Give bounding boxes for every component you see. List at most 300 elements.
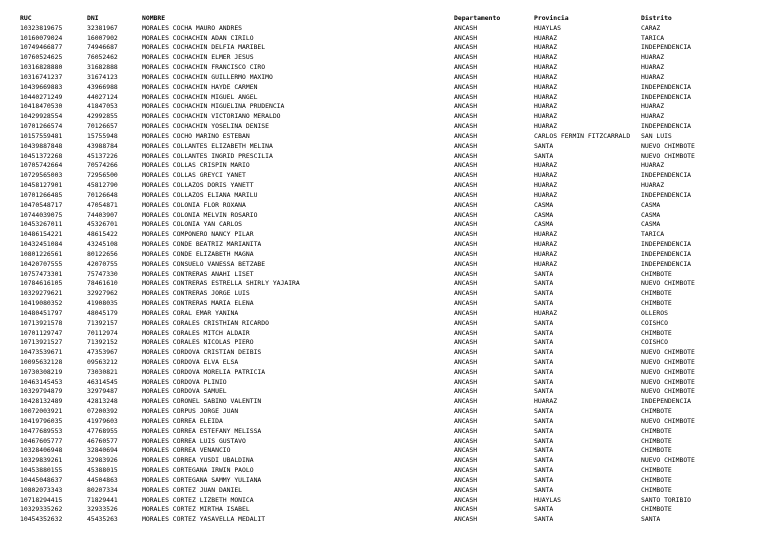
- cell-distrito: HUARAZ: [641, 102, 665, 111]
- cell-ruc: 10473539671: [20, 348, 63, 357]
- cell-provincia: HUARAZ: [534, 33, 558, 42]
- table-row: [20, 220, 751, 230]
- cell-distrito: CHIMBOTE: [641, 299, 672, 308]
- cell-ruc: 10467605777: [20, 436, 63, 445]
- cell-nombre: MORALES COCHACHIN ADAN CIRILO: [142, 33, 254, 42]
- table-row: [20, 102, 751, 112]
- cell-nombre: MORALES COLONIA YAN CARLOS: [142, 220, 243, 229]
- table-row: [20, 329, 751, 339]
- cell-departamento: ANCASH: [454, 240, 478, 249]
- table-row: [20, 24, 751, 34]
- cell-nombre: MORALES CONSUELO VANESSA BETZABE: [142, 259, 266, 268]
- data-table: [20, 14, 751, 525]
- cell-provincia: SANTA: [534, 151, 554, 160]
- table-row: [20, 368, 751, 378]
- cell-departamento: ANCASH: [454, 72, 478, 81]
- table-body: [20, 24, 751, 525]
- cell-dni: 43988784: [87, 141, 118, 150]
- cell-provincia: HUARAZ: [534, 249, 558, 258]
- cell-departamento: ANCASH: [454, 387, 478, 396]
- cell-nombre: MORALES COLLAZOS DORIS YANETT: [142, 181, 254, 190]
- header-distrito: Distrito: [641, 14, 672, 22]
- table-row: [20, 466, 751, 476]
- cell-departamento: ANCASH: [454, 43, 478, 52]
- cell-distrito: CASMA: [641, 220, 661, 229]
- cell-ruc: 10440271249: [20, 92, 63, 101]
- cell-departamento: ANCASH: [454, 82, 478, 91]
- cell-provincia: SANTA: [534, 141, 554, 150]
- cell-dni: 32840694: [87, 446, 118, 455]
- cell-ruc: 10713921578: [20, 318, 63, 327]
- cell-provincia: SANTA: [534, 456, 554, 465]
- table-row: [20, 319, 751, 329]
- table-row: [20, 122, 751, 132]
- cell-departamento: ANCASH: [454, 269, 478, 278]
- cell-departamento: ANCASH: [454, 259, 478, 268]
- cell-nombre: MORALES CONDE ELIZABETH MAGNA: [142, 249, 254, 258]
- cell-departamento: ANCASH: [454, 446, 478, 455]
- cell-nombre: MORALES CORREA ELEIDA: [142, 416, 223, 425]
- cell-nombre: MORALES CORTEZ MIRTHA ISABEL: [142, 505, 250, 514]
- header-provincia: Provincia: [534, 14, 569, 22]
- cell-distrito: CHIMBOTE: [641, 446, 672, 455]
- table-row: [20, 201, 751, 211]
- cell-ruc: 10705742664: [20, 161, 63, 170]
- header-departamento: Departamento: [454, 14, 501, 22]
- cell-provincia: HUARAZ: [534, 43, 558, 52]
- cell-nombre: MORALES COCHACHIN GUILLERMO MAXIMO: [142, 72, 273, 81]
- cell-nombre: MORALES CORAL EMAR YANINA: [142, 308, 239, 317]
- cell-dni: 44504863: [87, 475, 118, 484]
- cell-provincia: CASMA: [534, 220, 554, 229]
- cell-departamento: ANCASH: [454, 318, 478, 327]
- cell-departamento: ANCASH: [454, 279, 478, 288]
- cell-distrito: INDEPENDENCIA: [641, 122, 692, 131]
- cell-dni: 48045179: [87, 308, 118, 317]
- cell-dni: 43245108: [87, 240, 118, 249]
- table-row: [20, 486, 751, 496]
- cell-dni: 15755948: [87, 131, 118, 140]
- cell-provincia: HUARAZ: [534, 259, 558, 268]
- cell-provincia: HUARAZ: [534, 161, 558, 170]
- cell-ruc: 10477689553: [20, 426, 63, 435]
- cell-dni: 32983926: [87, 456, 118, 465]
- cell-provincia: HUAYLAS: [534, 495, 561, 504]
- cell-dni: 09563212: [87, 357, 118, 366]
- cell-dni: 45435263: [87, 515, 118, 524]
- cell-distrito: NUEVO CHIMBOTE: [641, 416, 695, 425]
- table-row: [20, 240, 751, 250]
- cell-provincia: SANTA: [534, 505, 554, 514]
- cell-departamento: ANCASH: [454, 416, 478, 425]
- cell-distrito: TARICA: [641, 230, 665, 239]
- cell-distrito: INDEPENDENCIA: [641, 92, 692, 101]
- cell-nombre: MORALES COCHACHIN MIGUEL ANGEL: [142, 92, 258, 101]
- cell-provincia: HUARAZ: [534, 190, 558, 199]
- table-row: [20, 378, 751, 388]
- table-row: [20, 260, 751, 270]
- cell-nombre: MORALES COLLANTES INGRID PRESCILIA: [142, 151, 273, 160]
- cell-departamento: ANCASH: [454, 357, 478, 366]
- cell-provincia: SANTA: [534, 416, 554, 425]
- cell-departamento: ANCASH: [454, 397, 478, 406]
- cell-ruc: 10454352632: [20, 515, 63, 524]
- table-row: [20, 250, 751, 260]
- cell-distrito: COISHCO: [641, 318, 668, 327]
- cell-ruc: 10316741237: [20, 72, 63, 81]
- cell-departamento: ANCASH: [454, 131, 478, 140]
- cell-departamento: ANCASH: [454, 328, 478, 337]
- cell-dni: 78461610: [87, 279, 118, 288]
- cell-departamento: ANCASH: [454, 299, 478, 308]
- cell-ruc: 10718294415: [20, 495, 63, 504]
- cell-dni: 73030821: [87, 367, 118, 376]
- table-row: [20, 358, 751, 368]
- table-header-row: [20, 14, 751, 24]
- cell-dni: 47768955: [87, 426, 118, 435]
- cell-nombre: MORALES CORREA LUIS GUSTAVO: [142, 436, 246, 445]
- table-row: [20, 230, 751, 240]
- cell-nombre: MORALES CONTRERAS MARIA ELENA: [142, 299, 254, 308]
- cell-provincia: SANTA: [534, 338, 554, 347]
- cell-departamento: ANCASH: [454, 141, 478, 150]
- cell-provincia: SANTA: [534, 328, 554, 337]
- cell-dni: 16007902: [87, 33, 118, 42]
- cell-nombre: MORALES CORALES CRISTHIAN RICARDO: [142, 318, 269, 327]
- cell-ruc: 10486154221: [20, 230, 63, 239]
- cell-departamento: ANCASH: [454, 23, 478, 32]
- cell-distrito: NUEVO CHIMBOTE: [641, 367, 695, 376]
- cell-nombre: MORALES CORREA YUSDI UBALDINA: [142, 456, 254, 465]
- table-row: [20, 505, 751, 515]
- cell-nombre: MORALES COLLAZOS ELIANA MARILU: [142, 190, 258, 199]
- cell-distrito: CHIMBOTE: [641, 475, 672, 484]
- cell-departamento: ANCASH: [454, 407, 478, 416]
- cell-provincia: CASMA: [534, 200, 554, 209]
- cell-nombre: MORALES CORTEGANA IRWIN PAOLO: [142, 466, 254, 475]
- cell-provincia: HUARAZ: [534, 240, 558, 249]
- cell-distrito: HUARAZ: [641, 72, 665, 81]
- cell-ruc: 10439887848: [20, 141, 63, 150]
- cell-nombre: MORALES CORONEL SABINO VALENTIN: [142, 397, 262, 406]
- cell-dni: 32979487: [87, 387, 118, 396]
- cell-distrito: HUARAZ: [641, 53, 665, 62]
- cell-nombre: MORALES CORTEZ YASAVELLA MEDALIT: [142, 515, 266, 524]
- cell-nombre: MORALES CONTRERAS JORGE LUIS: [142, 289, 250, 298]
- cell-distrito: INDEPENDENCIA: [641, 171, 692, 180]
- cell-nombre: MORALES COCHACHIN YOSELINA DENISE: [142, 122, 269, 131]
- cell-dni: 76052462: [87, 53, 118, 62]
- cell-departamento: ANCASH: [454, 475, 478, 484]
- cell-ruc: 10329335262: [20, 505, 63, 514]
- cell-dni: 71392157: [87, 318, 118, 327]
- cell-departamento: ANCASH: [454, 181, 478, 190]
- cell-nombre: MORALES CORDOVA PLINIO: [142, 377, 227, 386]
- cell-distrito: HUARAZ: [641, 181, 665, 190]
- cell-departamento: ANCASH: [454, 210, 478, 219]
- cell-departamento: ANCASH: [454, 151, 478, 160]
- cell-nombre: MORALES COLLAS CRISPIN MARIO: [142, 161, 250, 170]
- cell-distrito: OLLEROS: [641, 308, 668, 317]
- cell-provincia: HUARAZ: [534, 63, 558, 72]
- cell-dni: 47054871: [87, 200, 118, 209]
- cell-distrito: CHIMBOTE: [641, 289, 672, 298]
- cell-ruc: 10760524625: [20, 53, 63, 62]
- cell-departamento: ANCASH: [454, 112, 478, 121]
- cell-distrito: INDEPENDENCIA: [641, 190, 692, 199]
- cell-ruc: 10784616105: [20, 279, 63, 288]
- cell-provincia: SANTA: [534, 475, 554, 484]
- cell-distrito: CHIMBOTE: [641, 328, 672, 337]
- cell-nombre: MORALES COLLAS GREYCI YANET: [142, 171, 246, 180]
- cell-ruc: 10445048637: [20, 475, 63, 484]
- cell-distrito: NUEVO CHIMBOTE: [641, 456, 695, 465]
- cell-distrito: INDEPENDENCIA: [641, 82, 692, 91]
- cell-ruc: 10757473301: [20, 269, 63, 278]
- cell-nombre: MORALES COCHACHIN MIGUELINA PRUDENCIA: [142, 102, 285, 111]
- cell-provincia: SANTA: [534, 515, 554, 524]
- cell-dni: 72956500: [87, 171, 118, 180]
- cell-ruc: 10329794879: [20, 387, 63, 396]
- cell-provincia: SANTA: [534, 348, 554, 357]
- cell-provincia: HUARAZ: [534, 92, 558, 101]
- cell-distrito: NUEVO CHIMBOTE: [641, 151, 695, 160]
- cell-departamento: ANCASH: [454, 190, 478, 199]
- cell-ruc: 10463145453: [20, 377, 63, 386]
- cell-provincia: HUARAZ: [534, 397, 558, 406]
- cell-dni: 41979603: [87, 416, 118, 425]
- cell-distrito: HUARAZ: [641, 161, 665, 170]
- cell-nombre: MORALES CONTRERAS ANAHI LISET: [142, 269, 254, 278]
- cell-ruc: 10095632128: [20, 357, 63, 366]
- table-row: [20, 132, 751, 142]
- cell-ruc: 10329839261: [20, 456, 63, 465]
- cell-ruc: 10419080352: [20, 299, 63, 308]
- table-row: [20, 289, 751, 299]
- cell-departamento: ANCASH: [454, 249, 478, 258]
- cell-dni: 42992855: [87, 112, 118, 121]
- cell-departamento: ANCASH: [454, 338, 478, 347]
- cell-ruc: 10439669883: [20, 82, 63, 91]
- cell-dni: 74403907: [87, 210, 118, 219]
- cell-nombre: MORALES CORDOVA SAMUEL: [142, 387, 227, 396]
- table-row: [20, 181, 751, 191]
- table-row: [20, 191, 751, 201]
- cell-provincia: SANTA: [534, 357, 554, 366]
- cell-provincia: SANTA: [534, 446, 554, 455]
- cell-ruc: 10432451084: [20, 240, 63, 249]
- table-row: [20, 446, 751, 456]
- cell-departamento: ANCASH: [454, 515, 478, 524]
- cell-ruc: 10701266574: [20, 122, 63, 131]
- header-nombre: NOMBRE: [142, 14, 166, 22]
- cell-nombre: MORALES COLONIA MELVIN ROSARIO: [142, 210, 258, 219]
- cell-dni: 42070755: [87, 259, 118, 268]
- cell-nombre: MORALES CORTEZ LIZBETH MONICA: [142, 495, 254, 504]
- table-row: [20, 309, 751, 319]
- cell-dni: 41847053: [87, 102, 118, 111]
- cell-nombre: MORALES CORALES MITCH ALDAIR: [142, 328, 250, 337]
- table-row: [20, 83, 751, 93]
- cell-distrito: CHIMBOTE: [641, 505, 672, 514]
- cell-dni: 48615422: [87, 230, 118, 239]
- cell-dni: 70574266: [87, 161, 118, 170]
- cell-distrito: CHIMBOTE: [641, 436, 672, 445]
- cell-provincia: HUARAZ: [534, 102, 558, 111]
- cell-departamento: ANCASH: [454, 377, 478, 386]
- table-row: [20, 476, 751, 486]
- table-row: [20, 437, 751, 447]
- table-row: [20, 43, 751, 53]
- table-row: [20, 417, 751, 427]
- cell-distrito: TARICA: [641, 33, 665, 42]
- cell-departamento: ANCASH: [454, 171, 478, 180]
- cell-ruc: 10329279621: [20, 289, 63, 298]
- cell-ruc: 10744039075: [20, 210, 63, 219]
- cell-dni: 07200392: [87, 407, 118, 416]
- cell-nombre: MORALES COCHACHIN ELMER JESUS: [142, 53, 254, 62]
- cell-nombre: MORALES CORDOVA MORELIA PATRICIA: [142, 367, 266, 376]
- cell-ruc: 10458127901: [20, 181, 63, 190]
- cell-departamento: ANCASH: [454, 220, 478, 229]
- cell-nombre: MORALES COLLANTES ELIZABETH MELINA: [142, 141, 273, 150]
- table-row: [20, 112, 751, 122]
- cell-distrito: CHIMBOTE: [641, 466, 672, 475]
- table-row: [20, 161, 751, 171]
- cell-ruc: 10802073343: [20, 485, 63, 494]
- cell-dni: 70126648: [87, 190, 118, 199]
- cell-distrito: NUEVO CHIMBOTE: [641, 377, 695, 386]
- cell-dni: 70126657: [87, 122, 118, 131]
- cell-distrito: INDEPENDENCIA: [641, 240, 692, 249]
- cell-provincia: SANTA: [534, 436, 554, 445]
- cell-dni: 75747330: [87, 269, 118, 278]
- cell-ruc: 10749466877: [20, 43, 63, 52]
- cell-nombre: MORALES COCHACHIN DELFIA MARIBEL: [142, 43, 266, 52]
- cell-departamento: ANCASH: [454, 505, 478, 514]
- table-row: [20, 387, 751, 397]
- cell-provincia: HUARAZ: [534, 82, 558, 91]
- cell-departamento: ANCASH: [454, 200, 478, 209]
- cell-nombre: MORALES CORALES NICOLAS PIERO: [142, 338, 254, 347]
- table-row: [20, 299, 751, 309]
- cell-ruc: 10470548717: [20, 200, 63, 209]
- cell-provincia: SANTA: [534, 377, 554, 386]
- cell-dni: 43966988: [87, 82, 118, 91]
- table-row: [20, 279, 751, 289]
- cell-nombre: MORALES COLONIA FLOR ROXANA: [142, 200, 246, 209]
- cell-ruc: 10701266485: [20, 190, 63, 199]
- cell-provincia: SANTA: [534, 289, 554, 298]
- table-row: [20, 270, 751, 280]
- cell-nombre: MORALES COCHO MARINO ESTEBAN: [142, 131, 250, 140]
- cell-ruc: 10801226561: [20, 249, 63, 258]
- cell-nombre: MORALES CONTRERAS ESTRELLA SHIRLY YAJAIRA: [142, 279, 300, 288]
- cell-departamento: ANCASH: [454, 308, 478, 317]
- cell-distrito: NUEVO CHIMBOTE: [641, 387, 695, 396]
- cell-provincia: SANTA: [534, 407, 554, 416]
- table-row: [20, 456, 751, 466]
- cell-departamento: ANCASH: [454, 289, 478, 298]
- cell-provincia: SANTA: [534, 426, 554, 435]
- table-row: [20, 515, 751, 525]
- cell-provincia: HUARAZ: [534, 112, 558, 121]
- cell-distrito: CARAZ: [641, 23, 661, 32]
- cell-distrito: SANTO TORIBIO: [641, 495, 692, 504]
- cell-distrito: INDEPENDENCIA: [641, 43, 692, 52]
- cell-distrito: INDEPENDENCIA: [641, 397, 692, 406]
- cell-provincia: SANTA: [534, 299, 554, 308]
- header-ruc: RUC: [20, 14, 32, 22]
- cell-distrito: CHIMBOTE: [641, 407, 672, 416]
- cell-dni: 70112974: [87, 328, 118, 337]
- cell-provincia: HUARAZ: [534, 122, 558, 131]
- cell-provincia: CASMA: [534, 210, 554, 219]
- cell-departamento: ANCASH: [454, 53, 478, 62]
- cell-departamento: ANCASH: [454, 63, 478, 72]
- cell-departamento: ANCASH: [454, 367, 478, 376]
- table-row: [20, 93, 751, 103]
- cell-provincia: HUAYLAS: [534, 23, 561, 32]
- cell-provincia: SANTA: [534, 485, 554, 494]
- cell-nombre: MORALES COCHACHIN FRANCISCO CIRO: [142, 63, 266, 72]
- cell-departamento: ANCASH: [454, 485, 478, 494]
- cell-distrito: CHIMBOTE: [641, 426, 672, 435]
- cell-ruc: 10420707555: [20, 259, 63, 268]
- cell-departamento: ANCASH: [454, 92, 478, 101]
- cell-ruc: 10453880155: [20, 466, 63, 475]
- table-row: [20, 152, 751, 162]
- table-row: [20, 142, 751, 152]
- cell-dni: 45812790: [87, 181, 118, 190]
- cell-dni: 31682888: [87, 63, 118, 72]
- cell-nombre: MORALES COMPONERO NANCY PILAR: [142, 230, 254, 239]
- cell-nombre: MORALES COCHA MAURO ANDRES: [142, 23, 243, 32]
- cell-provincia: HUARAZ: [534, 53, 558, 62]
- cell-distrito: NUEVO CHIMBOTE: [641, 141, 695, 150]
- cell-nombre: MORALES CORTEZ JUAN DANIEL: [142, 485, 243, 494]
- cell-provincia: SANTA: [534, 269, 554, 278]
- cell-departamento: ANCASH: [454, 161, 478, 170]
- cell-ruc: 10316828880: [20, 63, 63, 72]
- table-row: [20, 496, 751, 506]
- table-row: [20, 34, 751, 44]
- cell-dni: 32927962: [87, 289, 118, 298]
- cell-dni: 80122656: [87, 249, 118, 258]
- cell-nombre: MORALES COCHACHIN HAYDE CARMEN: [142, 82, 258, 91]
- cell-nombre: MORALES COCHACHIN VICTORIANO MERALDO: [142, 112, 281, 121]
- cell-nombre: MORALES CORTEGANA SAMMY YULIANA: [142, 475, 262, 484]
- cell-ruc: 10730308219: [20, 367, 63, 376]
- cell-provincia: CARLOS FERMIN FITZCARRALD: [534, 131, 631, 140]
- cell-provincia: HUARAZ: [534, 72, 558, 81]
- cell-ruc: 10451372268: [20, 151, 63, 160]
- cell-dni: 71829441: [87, 495, 118, 504]
- cell-departamento: ANCASH: [454, 230, 478, 239]
- cell-distrito: NUEVO CHIMBOTE: [641, 357, 695, 366]
- cell-dni: 45137226: [87, 151, 118, 160]
- table-row: [20, 63, 751, 73]
- cell-departamento: ANCASH: [454, 456, 478, 465]
- table-row: [20, 427, 751, 437]
- cell-dni: 71392152: [87, 338, 118, 347]
- cell-distrito: CASMA: [641, 200, 661, 209]
- cell-provincia: SANTA: [534, 387, 554, 396]
- cell-dni: 42813248: [87, 397, 118, 406]
- cell-dni: 46760577: [87, 436, 118, 445]
- cell-departamento: ANCASH: [454, 122, 478, 131]
- cell-distrito: HUARAZ: [641, 112, 665, 121]
